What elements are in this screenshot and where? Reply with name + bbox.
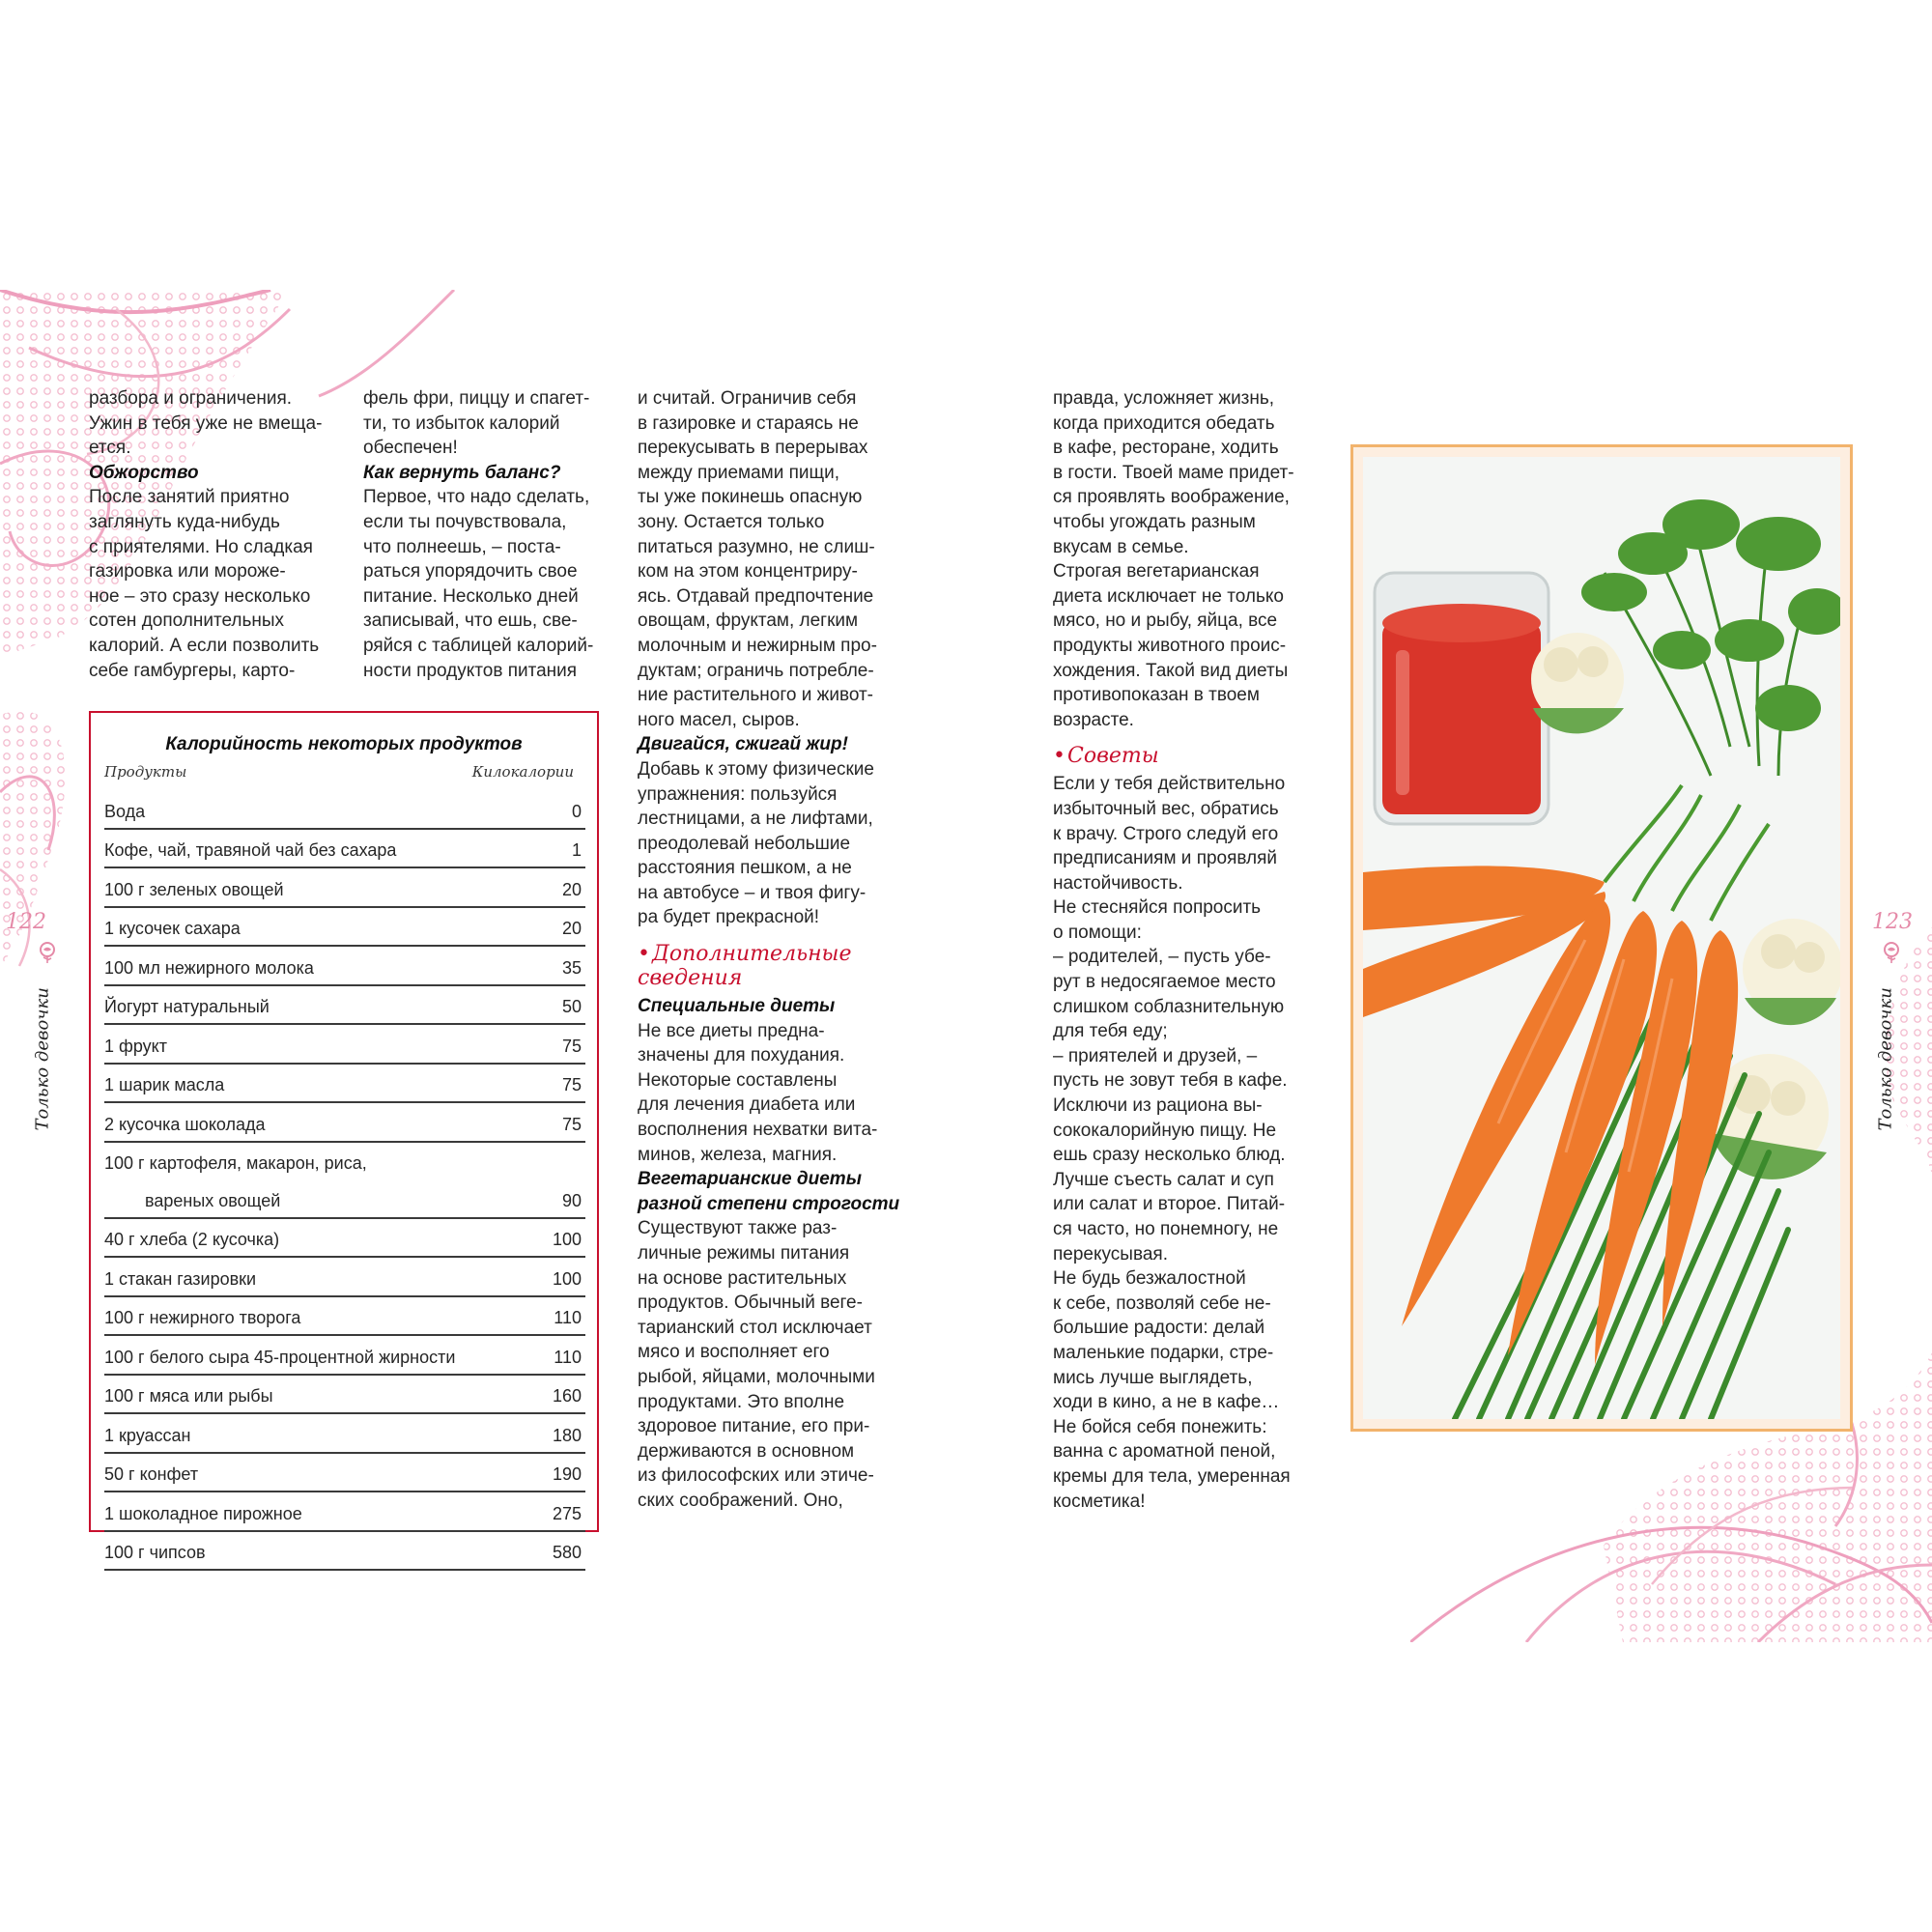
kcal-value: 160 [552, 1386, 582, 1406]
calorie-table [89, 711, 599, 1562]
subheading: Обжорство [89, 462, 199, 483]
body-line: из философских или этиче- [638, 1465, 874, 1487]
product-name: 100 мл нежирного молока [104, 957, 314, 978]
kcal-value: 35 [561, 957, 582, 978]
table-row [104, 1258, 585, 1297]
kcal-value: 180 [552, 1425, 582, 1445]
subheading: Двигайся, сжигай жир! [638, 734, 848, 755]
bullet-icon: • [1053, 744, 1065, 769]
product-name: 100 г белого сыра 45-процентной жирности [104, 1347, 456, 1367]
body-line: обеспечен! [363, 438, 458, 459]
calorie-table-rows [104, 790, 585, 1571]
body-line: минов, железа, магния. [638, 1144, 838, 1165]
page-number-left: 122 [6, 910, 46, 934]
right-page-column-1 [1053, 386, 1294, 1514]
body-line: Не стесняйся попросить [1053, 897, 1262, 919]
body-line: рыбой, яйцами, молочными [638, 1366, 875, 1387]
running-title-left: Только девочки [32, 987, 53, 1131]
body-line: зону. Остается только [638, 511, 825, 532]
kcal-value: 0 [571, 801, 582, 821]
product-name: 40 г хлеба (2 кусочка) [104, 1230, 280, 1249]
body-line: маленькие подарки, стре- [1053, 1342, 1274, 1363]
product-name: Кофе, чай, травяной чай без сахара [104, 840, 397, 860]
body-line: для тебя еду; [1053, 1021, 1168, 1042]
body-line: в кафе, ресторане, ходить [1053, 438, 1279, 459]
table-row [104, 986, 585, 1026]
body-line: продуктов. Обычный веге- [638, 1293, 863, 1314]
body-line: если ты почувствовала, [363, 511, 567, 532]
body-line: ности продуктов питания [363, 660, 578, 681]
body-line: ра будет прекрасной! [638, 907, 820, 928]
body-line: с приятелями. Но сладкая [89, 536, 313, 557]
body-line: предписаниям и проявляй [1053, 848, 1278, 869]
body-line: Не бойся себя понежить: [1053, 1416, 1267, 1437]
body-line: слишком соблазнительную [1053, 996, 1285, 1017]
body-line: избыточный вес, обратись [1053, 798, 1279, 819]
body-line: себе гамбургеры, карто- [89, 660, 296, 681]
body-line: диета исключает не только [1053, 585, 1284, 607]
left-page-column-2 [363, 386, 593, 683]
product-name: 100 г зеленых овощей [104, 879, 284, 899]
body-line: ешь сразу несколько блюд. [1053, 1145, 1286, 1166]
table-row [104, 830, 585, 869]
body-line: ты уже покинешь опасную [638, 487, 863, 508]
body-line: ванна с ароматной пеной, [1053, 1441, 1276, 1463]
subheading: разной степени строгости [638, 1193, 900, 1214]
body-line: сотен дополнительных [89, 611, 285, 632]
product-name: 2 кусочка шоколада [104, 1114, 266, 1134]
body-line: заглянуть куда-нибудь [89, 511, 280, 532]
kcal-value: 20 [561, 879, 582, 899]
product-name: вареных овощей [145, 1190, 281, 1210]
table-row [104, 1103, 585, 1143]
table-row [104, 1492, 585, 1532]
kcal-value: 275 [552, 1503, 582, 1523]
body-line: упражнения: пользуйся [638, 783, 838, 805]
body-line: для лечения диабета или [638, 1094, 856, 1116]
body-line: расстояния пешком, а не [638, 858, 852, 879]
product-name: 1 круассан [104, 1425, 191, 1445]
body-line: ком на этом концентриру- [638, 561, 858, 582]
kcal-value: 100 [552, 1230, 582, 1249]
kcal-value: 50 [561, 997, 582, 1016]
body-line: После занятий приятно [89, 487, 290, 508]
product-name: Йогурт натуральный [104, 997, 270, 1016]
body-line: Если у тебя действительно [1053, 774, 1286, 795]
body-line: Не будь безжалостной [1053, 1268, 1246, 1290]
body-line: большие радости: делай [1053, 1318, 1265, 1339]
body-line: мясо, но и рыбу, яйца, все [1053, 611, 1278, 632]
body-line: ся часто, но понемногу, не [1053, 1219, 1279, 1239]
body-line: Исключи из рациона вы- [1053, 1095, 1263, 1117]
left-page-column-1 [89, 386, 322, 683]
body-line: о помощи: [1053, 922, 1142, 943]
body-line: дуктам; ограничь потребле- [638, 660, 874, 681]
body-line: – родителей, – пусть убе- [1053, 947, 1271, 968]
body-line: тарианский стол исключает [638, 1317, 872, 1338]
body-line: перекусывать в перерывах [638, 438, 868, 459]
body-line: фель фри, пиццу и спагет- [363, 388, 590, 409]
subheading: Как вернуть баланс? [363, 462, 561, 483]
table-row [104, 947, 585, 986]
product-name: 50 г конфет [104, 1464, 199, 1484]
section-heading [638, 942, 899, 990]
product-name: 100 г мяса или рыбы [104, 1386, 273, 1406]
body-line: ние растительного и живот- [638, 685, 874, 706]
body-line: держиваются в основном [638, 1440, 855, 1462]
body-line: Некоторые составлены [638, 1069, 838, 1091]
body-line: и считай. Ограничив себя [638, 388, 857, 409]
body-line: кремы для тела, умеренная [1053, 1465, 1291, 1487]
kcal-value: 75 [561, 1114, 582, 1134]
body-line: Ужин в тебя уже не вмеща- [89, 412, 323, 434]
column-header-products: Продукты [104, 763, 187, 781]
body-line: ется. [89, 438, 131, 459]
table-row [104, 1454, 585, 1493]
body-line: между приемами пищи, [638, 462, 840, 483]
body-line: чтобы угождать разным [1053, 511, 1256, 532]
body-line: мись лучше выглядеть, [1053, 1367, 1253, 1388]
body-line: газировка или мороже- [89, 561, 286, 582]
kcal-value: 100 [552, 1268, 582, 1289]
section-heading-text-line2: сведения [638, 966, 743, 991]
body-line: лестницами, а не лифтами, [638, 809, 873, 830]
body-line: молочным и нежирным про- [638, 635, 877, 656]
table-row [104, 1376, 585, 1415]
body-line: на основе растительных [638, 1267, 847, 1289]
bullet-icon: • [638, 942, 650, 967]
body-line: преодолевай небольшие [638, 833, 851, 854]
body-line: ся проявлять воображение, [1053, 487, 1290, 508]
table-row [104, 908, 585, 948]
table-row [104, 1219, 585, 1259]
body-line: косметика! [1053, 1491, 1146, 1512]
kcal-value: 90 [561, 1190, 582, 1210]
body-line: в газировке и стараясь не [638, 412, 859, 434]
kcal-value: 580 [552, 1543, 582, 1562]
table-row [104, 1025, 585, 1065]
body-line: значены для похудания. [638, 1045, 845, 1066]
product-name: 1 стакан газировки [104, 1268, 257, 1289]
product-name: 100 г чипсов [104, 1543, 206, 1562]
body-line: противопоказан в твоем [1053, 685, 1260, 706]
body-line: ного масел, сыров. [638, 709, 800, 730]
body-line: – приятелей и друзей, – [1053, 1045, 1258, 1066]
rose-icon [35, 939, 60, 964]
kcal-value: 190 [552, 1464, 582, 1484]
table-row [104, 1297, 585, 1337]
body-line: настойчивость. [1053, 872, 1183, 894]
body-line: ряйся с таблицей калорий- [363, 635, 594, 656]
body-line: здоровое питание, его при- [638, 1416, 870, 1437]
kcal-value: 20 [561, 919, 582, 938]
product-name: 100 г нежирного творога [104, 1308, 301, 1327]
body-line: личные режимы питания [638, 1243, 850, 1264]
body-line: Не все диеты предна- [638, 1020, 825, 1041]
vegetables-photo [1350, 444, 1853, 1432]
kcal-value: 75 [561, 1036, 582, 1056]
body-line: питание. Несколько дней [363, 585, 579, 607]
section-heading-text: Советы [1066, 744, 1159, 769]
product-name: Вода [104, 801, 146, 821]
body-line: разбора и ограничения. [89, 388, 293, 409]
body-line: калорий. А если позволить [89, 635, 320, 656]
body-line: восполнения нехватки вита- [638, 1120, 878, 1141]
body-line: когда приходится обедать [1053, 412, 1275, 434]
body-line: продукты животного проис- [1053, 635, 1287, 656]
body-line: мясо и восполняет его [638, 1342, 830, 1363]
body-line: в гости. Твоей маме придет- [1053, 462, 1294, 483]
kcal-value: 110 [554, 1347, 582, 1367]
body-line: питаться разумно, не слиш- [638, 536, 875, 557]
body-line: Лучше съесть салат и суп [1053, 1169, 1274, 1190]
body-line: пусть не зовут тебя в кафе. [1053, 1070, 1288, 1092]
table-row [104, 1414, 585, 1454]
body-line: на автобусе – и твоя фигу- [638, 882, 867, 903]
body-line: ти, то избыток калорий [363, 412, 560, 434]
calorie-table-title: Калорийность некоторых продуктов [165, 734, 523, 754]
body-line: сококалорийную пищу. Не [1053, 1120, 1277, 1141]
body-line: Строгая вегетарианская [1053, 561, 1260, 582]
rose-icon [1879, 939, 1904, 964]
body-line: ходи в кино, а не в кафе… [1053, 1392, 1280, 1413]
kcal-value: 110 [554, 1308, 582, 1327]
body-line: возрасте. [1053, 709, 1134, 730]
body-line: Существуют также раз- [638, 1218, 838, 1239]
body-line: раться упорядочить свое [363, 561, 578, 582]
product-name: 1 шарик масла [104, 1075, 225, 1094]
table-row [104, 1336, 585, 1376]
body-line: или салат и второе. Питай- [1053, 1194, 1286, 1215]
product-name: 1 кусочек сахара [104, 919, 241, 938]
body-line: ских соображений. Оно, [638, 1490, 843, 1511]
product-name: 100 г картофеля, макарон, риса, [104, 1153, 367, 1173]
column-header-kcal: Килокалории [471, 763, 574, 781]
product-name: 1 фрукт [104, 1036, 167, 1056]
book-spread [0, 290, 1932, 1642]
body-line: перекусывая. [1053, 1243, 1168, 1264]
body-line: что полнеешь, – поста- [363, 536, 561, 557]
body-line: овощам, фруктам, легким [638, 611, 859, 632]
body-line: хождения. Такой вид диеты [1053, 660, 1289, 681]
body-line: рут в недосягаемое место [1053, 972, 1276, 993]
subheading: Специальные диеты [638, 996, 836, 1017]
body-line: Добавь к этому физические [638, 758, 874, 780]
table-row [104, 790, 585, 830]
body-line: вкусам в семье. [1053, 536, 1189, 557]
section-heading-text: Дополнительные [651, 942, 852, 967]
kcal-value: 75 [561, 1075, 582, 1094]
left-page-column-3 [638, 386, 899, 1514]
body-line: записывай, что ешь, све- [363, 611, 578, 632]
body-line: ясь. Отдавай предпочтение [638, 585, 874, 607]
body-line: к врачу. Строго следуй его [1053, 823, 1279, 844]
body-line: продуктами. Это вполне [638, 1391, 845, 1412]
table-row [104, 868, 585, 908]
page-number-right: 123 [1872, 910, 1913, 934]
table-row [104, 1532, 585, 1572]
body-line: ное – это сразу несколько [89, 585, 311, 607]
subheading: Вегетарианские диеты [638, 1169, 862, 1190]
section-heading [1053, 744, 1294, 768]
kcal-value: 1 [571, 840, 582, 860]
running-title-right: Только девочки [1875, 987, 1896, 1131]
table-row [104, 1065, 585, 1104]
body-line: к себе, позволяй себе не- [1053, 1293, 1271, 1314]
product-name: 1 шоколадное пирожное [104, 1503, 302, 1523]
table-row [104, 1179, 585, 1219]
table-row [104, 1143, 585, 1180]
body-line: правда, усложняет жизнь, [1053, 388, 1275, 409]
body-line: Первое, что надо сделать, [363, 487, 590, 508]
carrots-juice-illustration [1363, 457, 1840, 1419]
